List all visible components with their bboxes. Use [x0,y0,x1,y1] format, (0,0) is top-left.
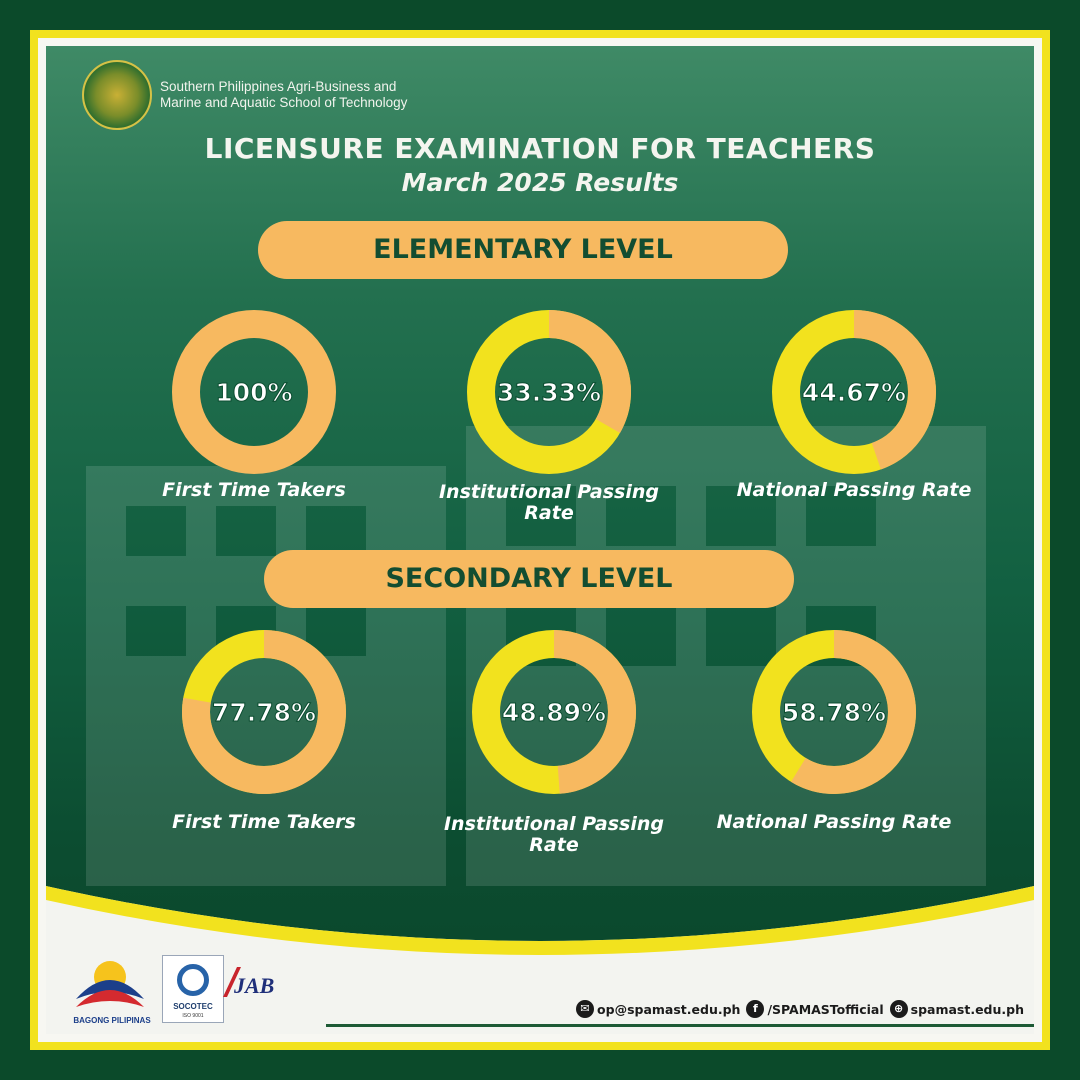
jab-text: JAB [234,973,275,998]
donut-value-arc-0-1 [549,324,617,426]
donut-value-label-0-1: 33.33% [496,378,602,407]
contact-info [570,1000,1024,1018]
donut-category-label-1-0: First Time Takers [172,811,356,833]
donut-category-label-0-1: Institutional Passing Rate [438,481,660,524]
socotec-iso-text: ISO 9001 [182,1013,204,1019]
donut-category-label-1-2: National Passing Rate [716,811,952,833]
donut-category-label-0-2: National Passing Rate [736,479,972,501]
page-title: LICENSURE EXAMINATION FOR TEACHERS [204,132,876,165]
bagong-pilipinas-emblem-icon [70,951,150,1015]
website-contact[interactable] [890,1000,1024,1018]
email-contact[interactable] [576,1000,740,1018]
email-text: op@spamast.edu.ph [597,1001,741,1017]
donut-category-label-1-1: Institutional Passing Rate [443,813,665,856]
page-subtitle: March 2025 Results [401,168,679,197]
bagong-pilipinas-text: BAGONG PILIPINAS [73,1016,151,1025]
elementary-level-pill: ELEMENTARY LEVEL [258,221,788,279]
donut-value-label-0-2: 44.67% [801,378,907,407]
poster [46,46,1034,1034]
socotec-logo [162,955,224,1023]
donut-value-label-1-2: 58.78% [781,698,887,727]
school-name-line2: Marine and Aquatic School of Technology [160,95,408,110]
footer-logos [70,951,276,1023]
facebook-icon: f [746,1000,764,1018]
footer-divider [326,1024,1034,1027]
donut-value-label-1-1: 48.89% [501,698,607,727]
school-name-line1: Southern Philippines Agri-Business and [160,79,397,94]
socotec-text: SOCOTEC [173,1002,213,1011]
donut-value-label-0-0: 100% [215,378,293,407]
socotec-ring-icon [177,964,209,996]
facebook-text: /SPAMASTofficial [767,1001,884,1017]
email-icon: ✉ [576,1000,594,1018]
jab-logo [230,963,276,1023]
bagong-pilipinas-logo [70,951,150,1023]
globe-icon: ⊕ [890,1000,908,1018]
website-text: spamast.edu.ph [910,1001,1024,1017]
donut-category-label-0-0: First Time Takers [162,479,346,501]
secondary-level-pill: SECONDARY LEVEL [264,550,794,608]
facebook-contact[interactable] [746,1000,883,1018]
donut-value-label-1-0: 77.78% [211,698,317,727]
